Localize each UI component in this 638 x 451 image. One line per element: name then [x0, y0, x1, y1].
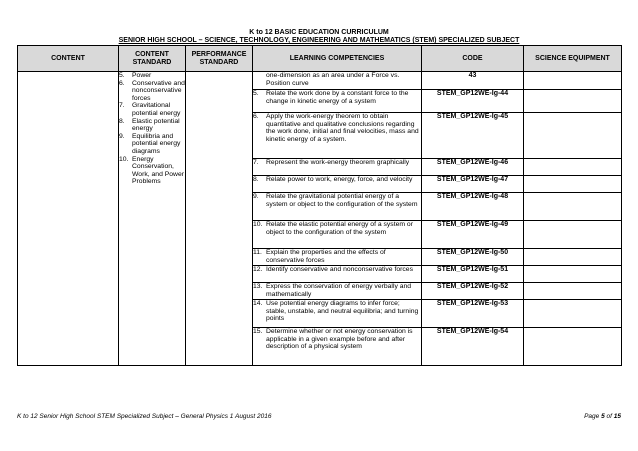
page-of: of: [606, 413, 612, 420]
list-item: [119, 118, 185, 133]
competency-text: Use potential energy diagrams to infer force; stable, unstable, and neutral equilibria; and turning points: [266, 300, 419, 323]
column-header-content-standard: CONTENT STANDARD: [119, 46, 186, 72]
competency-code: STEM_GP12WE-Ig-50: [422, 249, 524, 266]
footer-page-number: [584, 413, 621, 420]
list-item-number: 7.: [119, 102, 125, 110]
competency-number: 15.: [253, 328, 263, 335]
competency-code: STEM_GP12WE-Ig-44: [422, 90, 524, 113]
learning-competency-cell: [253, 159, 422, 176]
page-current: 5: [601, 413, 605, 420]
curriculum-table: [17, 45, 622, 366]
table-header-row: [18, 46, 622, 72]
list-item: [119, 133, 185, 156]
content-standard-cell: [119, 72, 186, 366]
competency-code: STEM_GP12WE-Ig-45: [422, 113, 524, 159]
science-equipment-cell: [524, 300, 622, 328]
competency-number: 11.: [253, 249, 262, 256]
competency-text: Relate power to work, energy, force, and velocity: [266, 176, 413, 183]
learning-competency-cell: [253, 90, 422, 113]
competency-text: Represent the work-energy theorem graphically: [266, 159, 410, 166]
competency-text: one-dimension as an area under a Force vs. Position curve: [266, 72, 400, 87]
competency-code: STEM_GP12WE-Ig-49: [422, 221, 524, 249]
table-row: [18, 72, 622, 90]
list-item-number: 6.: [119, 79, 125, 87]
competency-number: 14.: [253, 300, 263, 307]
science-equipment-cell: [524, 221, 622, 249]
competency-text: Relate the elastic potential energy of a system or object to the configuration of the system: [266, 221, 413, 236]
competency-text: Relate the gravitational potential energy of a system or object to the configuration of the system: [266, 193, 418, 208]
learning-competency-cell: [253, 193, 422, 221]
science-equipment-cell: [524, 113, 622, 159]
curriculum-subtitle: SENIOR HIGH SCHOOL – SCIENCE, TECHNOLOGY, ENGINEERING AND MATHEMATICS (STEM) SPECIALIZED SUBJECT: [118, 37, 520, 44]
competency-number: 8.: [253, 176, 259, 183]
list-item-text: Conservative and nonconservative forces: [132, 79, 185, 102]
competency-number: 13.: [253, 283, 263, 290]
column-header-learning-competencies: LEARNING COMPETENCIES: [253, 46, 422, 72]
learning-competency-cell: [253, 283, 422, 300]
competency-text: Relate the work done by a constant force to the change in kinetic energy of a system: [266, 90, 409, 105]
competency-code: STEM_GP12WE-Ig-54: [422, 328, 524, 366]
page-word: Page: [584, 413, 600, 420]
column-header-performance-standard: PERFORMANCE STANDARD: [186, 46, 253, 72]
competency-number: 12.: [253, 266, 263, 273]
science-equipment-cell: [524, 266, 622, 283]
learning-competency-cell: [253, 221, 422, 249]
competency-number: 10.: [253, 221, 263, 228]
competency-text: Explain the properties and the effects of conservative forces: [266, 249, 386, 264]
learning-competency-cell: [253, 72, 422, 90]
competency-number: 9.: [253, 193, 259, 200]
page-total: 15: [613, 413, 621, 420]
science-equipment-cell: [524, 193, 622, 221]
learning-competency-cell: [253, 266, 422, 283]
competency-number: 7.: [253, 159, 259, 166]
list-item: [119, 156, 185, 186]
science-equipment-cell: [524, 249, 622, 266]
performance-standard-cell: [186, 72, 253, 366]
list-item: [119, 102, 185, 117]
column-header-content: CONTENT: [18, 46, 119, 72]
list-item-text: Elastic potential energy: [132, 117, 180, 133]
science-equipment-cell: [524, 328, 622, 366]
list-item: [119, 72, 185, 80]
competency-text: Express the conservation of energy verbally and mathematically: [266, 283, 412, 298]
list-item-number: 9.: [119, 132, 125, 140]
competency-code: STEM_GP12WE-Ig-51: [422, 266, 524, 283]
list-item-number: 10.: [119, 155, 129, 163]
competency-text: Determine whether or not energy conservation is applicable in a given example before and after description of a physical system: [266, 328, 413, 351]
column-header-code: CODE: [422, 46, 524, 72]
list-item-number: 5.: [119, 72, 125, 79]
competency-code: STEM_GP12WE-Ig-46: [422, 159, 524, 176]
list-item: [119, 80, 185, 103]
competency-code: STEM_GP12WE-Ig-53: [422, 300, 524, 328]
science-equipment-cell: [524, 159, 622, 176]
competency-number: 5.: [253, 90, 259, 97]
curriculum-title: K to 12 BASIC EDUCATION CURRICULUM: [249, 29, 389, 36]
science-equipment-cell: [524, 90, 622, 113]
competency-number: 6.: [253, 113, 259, 120]
list-item-text: Equilibria and potential energy diagrams: [132, 132, 181, 155]
competency-code: STEM_GP12WE-Ig-47: [422, 176, 524, 193]
learning-competency-cell: [253, 328, 422, 366]
list-item-text: Power: [132, 72, 152, 79]
learning-competency-cell: [253, 300, 422, 328]
learning-competency-cell: [253, 113, 422, 159]
list-item-text: Energy Conservation, Work, and Power Problems: [132, 155, 185, 186]
learning-competency-cell: [253, 176, 422, 193]
competency-code: 43: [422, 72, 524, 90]
list-item-text: Gravitational potential energy: [132, 102, 181, 117]
science-equipment-cell: [524, 176, 622, 193]
content-cell: [18, 72, 119, 366]
science-equipment-cell: [524, 283, 622, 300]
learning-competency-cell: [253, 249, 422, 266]
footer-document-title: K to 12 Senior High School STEM Specialized Subject – General Physics 1 August 2016: [17, 413, 272, 420]
science-equipment-cell: [524, 72, 622, 90]
competency-code: STEM_GP12WE-Ig-52: [422, 283, 524, 300]
content-standard-list: [119, 72, 185, 186]
column-header-science-equipment: SCIENCE EQUIPMENT: [524, 46, 622, 72]
competency-text: Apply the work-energy theorem to obtain quantitative and qualitative conclusions regarding the work done, initial and final velocities, mass and kinetic energy of a system.: [266, 113, 419, 143]
competency-text: Identify conservative and nonconservative forces: [266, 266, 413, 273]
list-item-number: 8.: [119, 117, 125, 125]
competency-code: STEM_GP12WE-Ig-48: [422, 193, 524, 221]
